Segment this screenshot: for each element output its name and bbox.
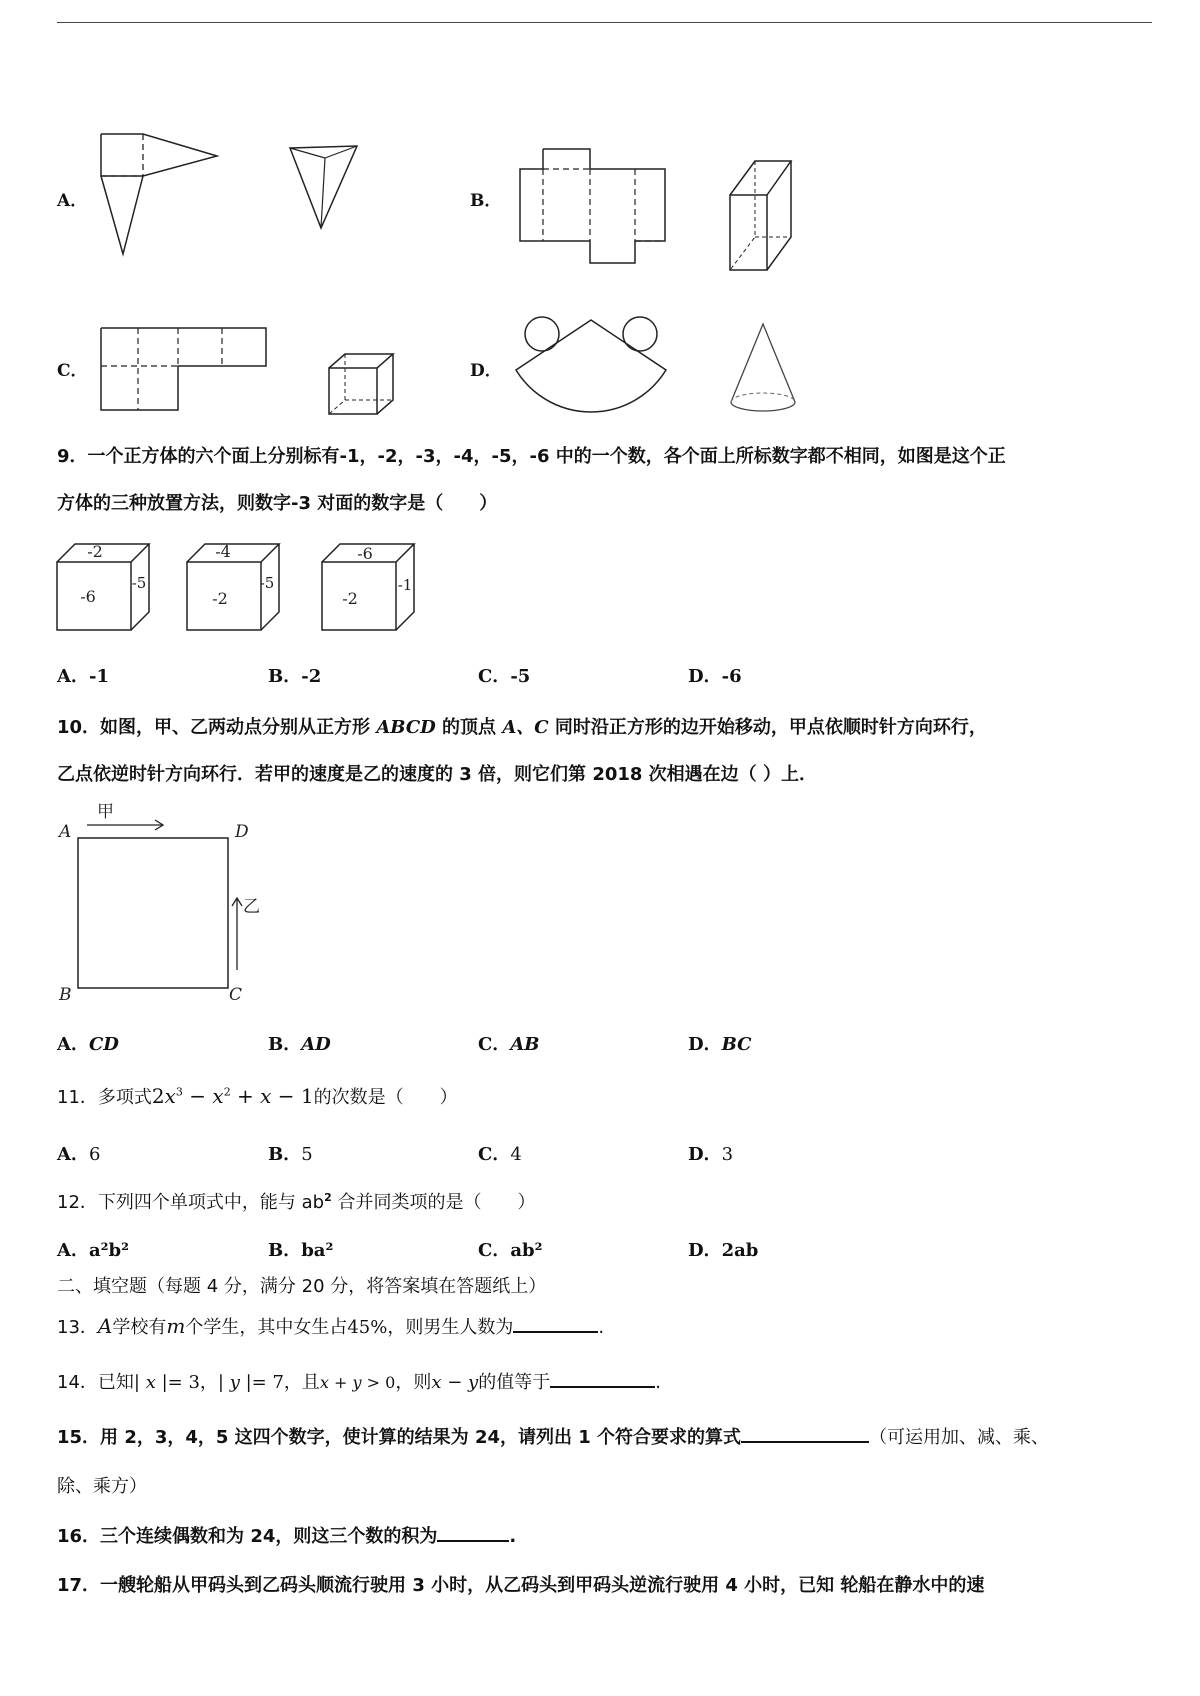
q9-cube-2-right: -5 xyxy=(259,574,275,592)
q9-cube-1 xyxy=(55,540,155,635)
q12-option-b: B．ba² xyxy=(268,1240,334,1261)
option-c-cube-figure xyxy=(325,350,400,420)
q10-text-line2: 乙点依逆时针方向环行．若甲的速度是乙的速度的 3 倍，则它们第 2018 次相遇在边（ ）上． xyxy=(57,764,817,785)
option-a-label: A． xyxy=(57,191,88,211)
header-rule xyxy=(57,22,1152,23)
q15-text-line1: 15．用 2，3，4，5 这四个数字，使计算的结果为 24，请列出 1 个符合要求的算式 （可运用加、减、乘、 xyxy=(57,1423,1049,1449)
q9-cube-3-right: -1 xyxy=(397,576,413,594)
q17-text: 17．一艘轮船从甲码头到乙码头顺流行驶用 3 小时，从乙码头到甲码头逆流行驶用 4 小时，已知 轮船在静水中的速 xyxy=(57,1575,985,1596)
q9-option-c: C．-5 xyxy=(478,666,531,687)
q12-option-a: A．a²b² xyxy=(57,1240,129,1261)
q16-text: 16．三个连续偶数和为 24，则这三个数的积为 . xyxy=(57,1522,516,1548)
q9-cube-1-front: -6 xyxy=(80,587,96,606)
q9-option-d: D．-6 xyxy=(688,666,742,687)
q15-answer-blank[interactable] xyxy=(741,1423,869,1443)
q9-cube-3 xyxy=(320,540,420,635)
q12-text: 12．下列四个单项式中，能与 $ab^2$ 合并同类项的是（ ） xyxy=(57,1191,536,1213)
option-d-cone-figure xyxy=(725,320,800,420)
q12-option-d: D．2ab xyxy=(688,1240,759,1261)
q9-cube-1-right: -5 xyxy=(131,574,147,592)
q14-text: 14．已知| x |= 3，| y |= 7，且x + y > 0，则x − y的值等于 . xyxy=(57,1368,661,1394)
q16-answer-blank[interactable] xyxy=(437,1522,509,1542)
option-a-net-figure xyxy=(95,128,235,258)
q11-text: 11．多项式$2x^3 - x^2 + x - 1$的次数是（ ） xyxy=(57,1084,458,1108)
q15-text-line2: 除、乘方） xyxy=(57,1476,147,1497)
q10-square-figure xyxy=(55,800,275,1005)
q11-option-a: A．6 xyxy=(57,1144,101,1165)
q9-cube-2 xyxy=(185,540,285,635)
q11-polynomial: $2x^3 - x^2 + x - 1$ xyxy=(151,1084,314,1108)
q10-vertex-a: A xyxy=(59,822,72,842)
q10-option-d: D．BC xyxy=(688,1034,752,1055)
q9-option-b: B．-2 xyxy=(268,666,322,687)
q11-option-c: C．4 xyxy=(478,1144,522,1165)
q11-option-d: D．3 xyxy=(688,1144,734,1165)
q10-option-c: C．AB xyxy=(478,1034,540,1055)
q10-vertex-c: C xyxy=(229,985,243,1005)
option-a-pyramid-figure xyxy=(285,140,365,235)
q9-cube-2-front: -2 xyxy=(212,589,228,608)
option-c-net-figure xyxy=(98,322,273,417)
q9-cube-1-top: -2 xyxy=(87,542,103,561)
q9-text-line2: 方体的三种放置方法，则数字-3 对面的数字是（ ） xyxy=(57,493,498,514)
q9-cube-3-top: -6 xyxy=(357,544,373,563)
q9-cube-3-front: -2 xyxy=(342,589,358,608)
option-b-cuboid-figure xyxy=(725,155,795,275)
q14-answer-blank[interactable] xyxy=(550,1368,655,1388)
q10-jia-label: 甲 xyxy=(97,802,114,822)
option-d-net-figure xyxy=(510,312,670,417)
q11-option-b: B．5 xyxy=(268,1144,313,1165)
q9-cube-2-top: -4 xyxy=(215,542,231,561)
q9-option-a: A．-1 xyxy=(57,666,109,687)
q10-vertex-d: D xyxy=(235,822,249,842)
q10-text-line1: 10．如图，甲、乙两动点分别从正方形 ABCD 的顶点 A、C 同时沿正方形的边开始移动，甲点依顺时针方向环行， xyxy=(57,717,987,738)
option-b-net-figure xyxy=(515,145,665,270)
q10-vertex-b: B xyxy=(59,985,72,1005)
option-b-label: B． xyxy=(470,191,502,211)
q9-text-line1: 9．一个正方体的六个面上分别标有-1，-2，-3，-4，-5，-6 中的一个数，各个面上所标数字都不相同，如图是这个正 xyxy=(57,446,1006,467)
section2-title: 二、填空题（每题 4 分，满分 20 分，将答案填在答题纸上） xyxy=(57,1276,547,1297)
option-c-label: C． xyxy=(57,361,88,381)
q10-option-a: A．CD xyxy=(57,1034,119,1055)
q12-option-c: C．ab² xyxy=(478,1240,543,1261)
q13-answer-blank[interactable] xyxy=(513,1313,598,1333)
option-d-label: D． xyxy=(470,361,502,381)
q10-yi-label: 乙 xyxy=(243,897,260,917)
q13-text: 13．A学校有m个学生，其中女生占45%，则男生人数为 . xyxy=(57,1314,605,1338)
q10-option-b: B．AD xyxy=(268,1034,331,1055)
